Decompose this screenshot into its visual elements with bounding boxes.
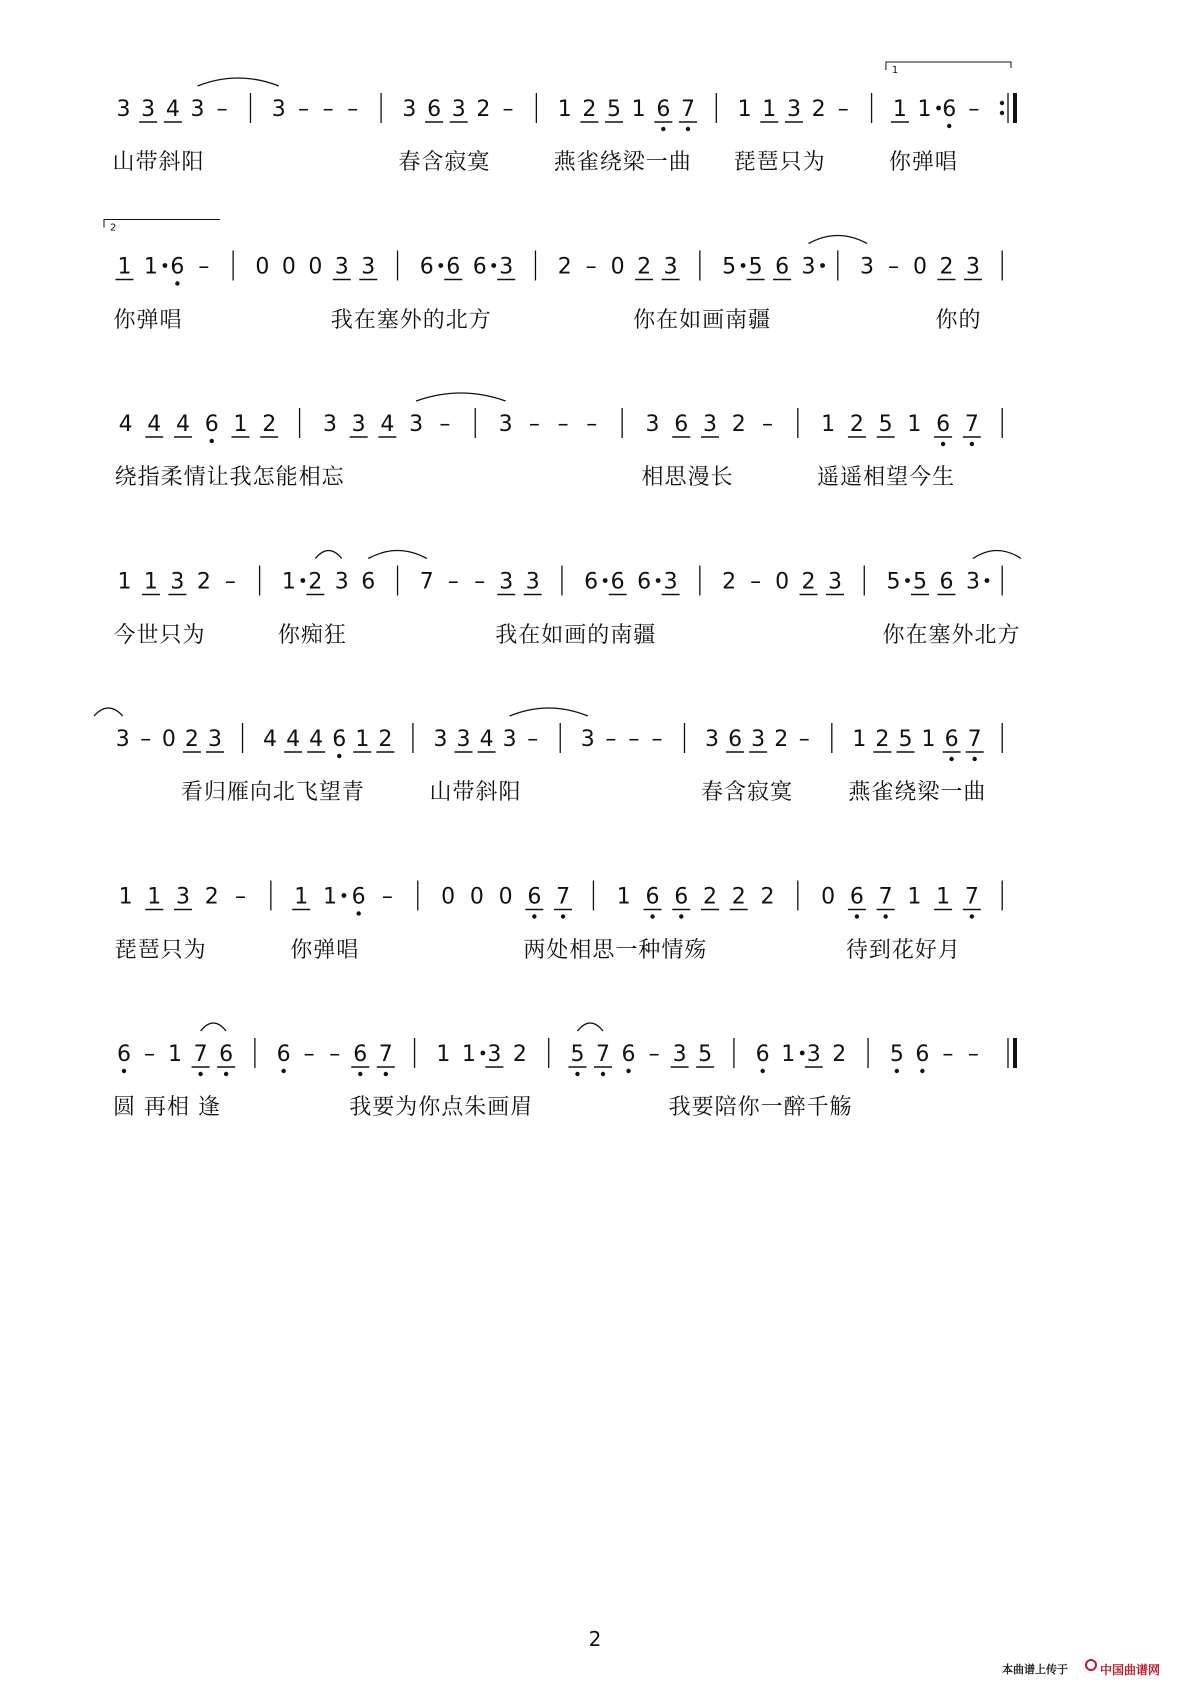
augmentation-dot [936,106,941,111]
note: 6 [637,569,652,595]
note: 6 [170,254,185,280]
note: 4 [380,412,395,437]
note: 1 [281,569,296,595]
note: 4 [118,412,133,437]
note: 3 [860,254,875,280]
upload-credit: 本曲谱上传于 [1002,1663,1068,1676]
note: 3 [141,97,156,122]
note: 3 [702,412,717,437]
note: 4 [479,727,494,752]
note: – [144,1042,156,1067]
note: – [474,569,486,595]
note: 1 [737,97,752,122]
lyric-line: 你弹唱 [113,307,183,333]
note: 6 [944,727,959,752]
volta-number: 2 [110,222,117,234]
note: 1 [762,97,777,122]
octave-dot [920,1069,924,1073]
octave-dot [626,1069,630,1073]
note: 2 [637,254,652,280]
note: 2 [476,97,491,122]
octave-dot [561,914,565,918]
note: 6 [116,1042,131,1067]
note: 6 [942,97,957,122]
tie-slur [510,708,588,716]
note: 0 [441,884,456,910]
note: 0 [821,884,836,910]
note: 2 [308,569,323,595]
note: 3 [116,97,131,122]
octave-dot [941,442,945,446]
note: – [605,727,617,752]
note: 7 [964,412,979,437]
note: 7 [378,1042,393,1067]
note: 0 [161,727,176,752]
site-logo-text[interactable]: 中国曲谱网 [1100,1663,1161,1677]
note: 3 [334,569,349,595]
note: 2 [731,884,746,910]
repeat-dot [1000,111,1004,115]
note: 5 [698,1042,713,1067]
octave-dot [949,757,953,761]
lyric-line: 我在塞外的北方 [330,307,492,333]
tie-slur [973,551,1021,559]
note: 1 [892,97,907,122]
note: 3 [751,727,766,752]
augmentation-dot [800,1051,805,1056]
octave-dot [947,124,951,128]
note: 6 [446,254,461,280]
note: – [967,1042,979,1067]
note: 6 [610,569,625,595]
note: 0 [281,254,296,280]
lyric-line: 山带斜阳 [112,150,205,175]
note: 3 [498,412,513,437]
note: – [347,97,359,122]
note: 1 [117,254,132,280]
note: 3 [705,727,720,752]
tie-slur [368,551,426,559]
note: 2 [557,254,572,280]
note: 6 [351,884,366,910]
note: 2 [811,97,826,122]
note: 1 [631,97,646,122]
lyric-line: 你在塞外北方 [882,622,1021,648]
note: 5 [889,1042,904,1067]
note: 6 [728,727,743,752]
lyric-line: 琵琶只为 [733,150,826,175]
note: 3 [115,727,130,752]
note: 3 [176,884,191,910]
note: 5 [748,254,763,280]
lyric-line: 你弹唱 [290,937,360,963]
lyric-line: 绕指柔情让我怎能相忘 [114,465,345,490]
note: – [216,97,228,122]
note: 6 [361,569,376,595]
augmentation-dot [656,578,661,583]
octave-dot [650,914,654,918]
note: 3 [456,727,471,752]
note: 4 [147,412,162,437]
note: 4 [286,727,301,752]
note: 3 [487,1042,502,1067]
note: – [968,97,980,122]
note: 1 [355,727,370,752]
note: – [329,1042,341,1067]
note: 1 [143,569,158,595]
note: 6 [674,412,689,437]
lyric-line: 相思漫长 [641,465,734,490]
note: 3 [499,254,514,280]
note: 3 [409,412,424,437]
note: 3 [645,412,660,437]
note: 3 [525,569,540,595]
note: 1 [821,412,836,437]
note: – [798,727,810,752]
note: 6 [936,412,951,437]
note: 3 [322,412,337,437]
note: 3 [451,97,466,122]
tie-slur [315,551,341,559]
note: – [381,884,393,910]
note: 6 [645,884,660,910]
augmentation-dot [741,263,746,268]
note: – [297,97,309,122]
lyric-line: 琵琶只为 [114,937,207,963]
octave-dot [972,757,976,761]
octave-dot [356,911,360,915]
lyric-line: 山带斜阳 [429,780,522,805]
note: – [528,412,540,437]
note: – [198,254,210,280]
note: 3 [502,727,517,752]
lyric-line: 你弹唱 [888,150,958,175]
lyric-line: 待到花好月 [845,937,961,963]
note: 4 [165,97,180,122]
note: 0 [610,254,625,280]
lyric-line: 你在如画南疆 [633,307,772,333]
octave-dot [198,1072,202,1076]
note: 3 [965,569,980,595]
note: – [557,412,569,437]
note: 0 [775,569,790,595]
note: – [750,569,762,595]
augmentation-dot [480,1051,485,1056]
note: 1 [852,727,867,752]
octave-dot [855,914,859,918]
note: 1 [118,884,133,910]
note: – [837,97,849,122]
note: 3 [271,97,286,122]
note: 1 [233,412,248,437]
lyric-line: 今世只为 [113,622,206,648]
note: – [234,884,246,910]
note: – [648,1042,660,1067]
note: – [322,97,334,122]
tie-slur [577,1023,603,1031]
note: 6 [849,884,864,910]
note: 6 [939,569,954,595]
note: – [761,412,773,437]
note: 6 [674,884,689,910]
note: 1 [143,254,158,280]
octave-dot [210,439,214,443]
octave-dot [760,1069,764,1073]
octave-dot [970,914,974,918]
note: 7 [193,1042,208,1067]
note: 2 [774,727,789,752]
note: 3 [672,1042,687,1067]
octave-dot [895,1069,899,1073]
note: 3 [965,254,980,280]
note: 2 [801,569,816,595]
volta-bracket [104,220,220,228]
augmentation-dot [603,578,608,583]
octave-dot [384,1072,388,1076]
note: 6 [204,412,219,437]
repeat-dot [1000,101,1004,105]
note: 3 [786,97,801,122]
augmentation-dot [342,893,347,898]
augmentation-dot [491,263,496,268]
lyric-line: 燕雀绕梁一曲 [553,150,692,175]
note: 5 [886,569,901,595]
note: 1 [168,1042,183,1067]
note: 6 [276,1042,291,1067]
note: 2 [939,254,954,280]
note: 3 [334,254,349,280]
note: 1 [921,727,936,752]
octave-dot [970,442,974,446]
octave-dot [686,127,690,131]
note: 4 [309,727,324,752]
note: 2 [512,1042,527,1067]
note: 6 [419,254,434,280]
note: 1 [294,884,309,910]
augmentation-dot [300,578,305,583]
tie-slur [416,393,505,401]
lyric-line: 春含寂寞 [701,780,794,805]
note: 3 [828,569,843,595]
note: 4 [176,412,191,437]
lyric-line: 两处相思一种情殇 [523,937,708,963]
tie-slur [201,1023,227,1031]
note: 2 [204,884,219,910]
note: 3 [580,727,595,752]
octave-dot [601,1072,605,1076]
lyric-line: 我要为你点朱画眉 [349,1095,534,1120]
lyric-line: 燕雀绕梁一曲 [848,780,987,805]
octave-dot [883,914,887,918]
note: 6 [427,97,442,122]
lyric-line: 你痴狂 [277,622,347,648]
note: 4 [263,727,278,752]
augmentation-dot [905,578,910,583]
note: 7 [878,884,893,910]
note: 3 [361,254,376,280]
note: 2 [760,884,775,910]
note: 2 [262,412,277,437]
octave-dot [175,281,179,285]
note: – [502,97,514,122]
note: 0 [469,884,484,910]
note: 2 [378,727,393,752]
note: 3 [806,1042,821,1067]
note: 3 [402,97,417,122]
note: 6 [472,254,487,280]
note: – [447,569,459,595]
note: 5 [878,412,893,437]
note: 1 [907,412,922,437]
note: – [586,412,598,437]
augmentation-dot [438,263,443,268]
note: – [942,1042,954,1067]
note: 3 [207,727,222,752]
note: 7 [419,569,434,595]
note: 2 [875,727,890,752]
lyric-line: 看归雁向北飞望青 [180,780,365,805]
note: 0 [912,254,927,280]
note: – [651,727,663,752]
note: 1 [461,1042,476,1067]
tie-slur [809,236,867,244]
lyric-line: 遥遥相望今生 [817,465,956,490]
note: 6 [219,1042,234,1067]
note: 2 [731,412,746,437]
note: 1 [147,884,162,910]
note: – [303,1042,315,1067]
note: 6 [527,884,542,910]
note: 5 [912,569,927,595]
note: 2 [582,97,597,122]
note: 1 [117,569,132,595]
note: 7 [964,884,979,910]
note: 0 [308,254,323,280]
note: 3 [801,254,816,280]
volta-bracket [886,62,1011,70]
note: 7 [556,884,571,910]
augmentation-dot [985,578,990,583]
lyric-line: 我在如画的南疆 [495,622,657,648]
lyric-line: 圆 再相 逢 [112,1095,221,1120]
tie-slur [94,708,123,716]
note: 3 [433,727,448,752]
note: 2 [832,1042,847,1067]
note: 7 [680,97,695,122]
note: 6 [332,727,347,752]
note: – [628,727,640,752]
site-logo-icon [1085,1659,1097,1671]
octave-dot [532,914,536,918]
note: 1 [436,1042,451,1067]
note: 0 [498,884,513,910]
note: 2 [184,727,199,752]
augmentation-dot [163,263,168,268]
tie-slur [197,78,278,86]
note: 6 [584,569,599,595]
note: 5 [898,727,913,752]
note: – [888,254,900,280]
note: 6 [775,254,790,280]
lyric-line: 你的 [935,307,982,333]
note: 3 [170,569,185,595]
note: 1 [322,884,337,910]
note: 2 [196,569,211,595]
note: 6 [755,1042,770,1067]
augmentation-dot [820,263,825,268]
note: 2 [702,884,717,910]
octave-dot [337,754,341,758]
note: 3 [190,97,205,122]
note: – [224,569,236,595]
note: 7 [596,1042,611,1067]
octave-dot [224,1072,228,1076]
note: 6 [353,1042,368,1067]
note: 6 [915,1042,930,1067]
note: 1 [616,884,631,910]
note: 6 [621,1042,636,1067]
note: 3 [663,254,678,280]
note: 0 [255,254,270,280]
lyric-line: 春含寂寞 [398,150,491,175]
note: 3 [499,569,514,595]
note: – [527,727,539,752]
octave-dot [358,1072,362,1076]
note: 7 [967,727,982,752]
page-number: 2 [588,1627,602,1651]
note: 3 [663,569,678,595]
note: 2 [722,569,737,595]
octave-dot [679,914,683,918]
lyric-line: 我要陪你一醉千觞 [668,1095,853,1120]
octave-dot [575,1072,579,1076]
note: 1 [917,97,932,122]
note: – [585,254,597,280]
note: 1 [936,884,951,910]
octave-dot [122,1069,126,1073]
note: – [140,727,152,752]
note: 6 [656,97,671,122]
note: 1 [907,884,922,910]
note: 2 [849,412,864,437]
note: 5 [607,97,622,122]
note: 1 [781,1042,796,1067]
note: – [439,412,451,437]
octave-dot [281,1069,285,1073]
note: 3 [351,412,366,437]
note: 5 [570,1042,585,1067]
note: 1 [557,97,572,122]
volta-number: 1 [891,65,899,76]
note: 5 [722,254,737,280]
octave-dot [661,127,665,131]
